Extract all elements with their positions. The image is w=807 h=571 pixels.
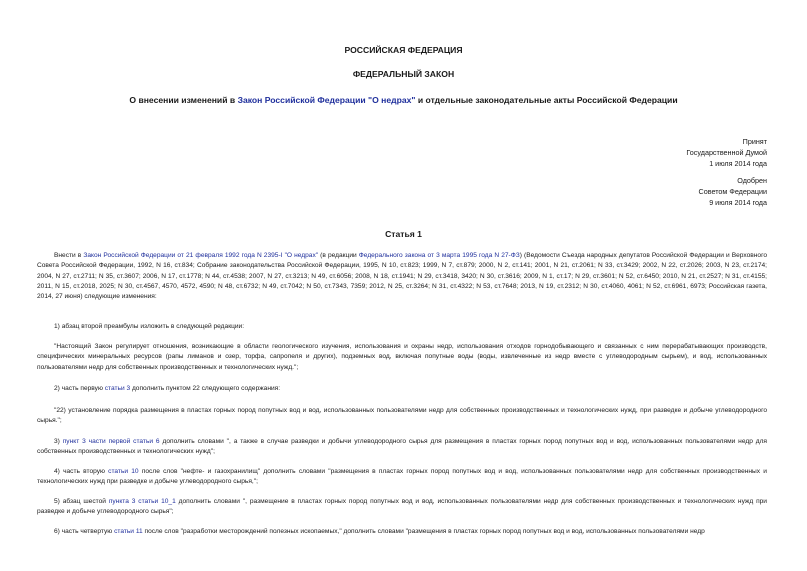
approval-line-2: Советом Федерации bbox=[698, 187, 767, 196]
article-title: Статья 1 bbox=[385, 229, 422, 239]
law-reference-link[interactable]: Закон Российской Федерации от 21 февраля 1992 года N 2395-I "О недрах" bbox=[83, 252, 319, 259]
adoption-block bbox=[686, 136, 767, 169]
text: (в редакции bbox=[318, 252, 359, 259]
approval-line-1: Одобрен bbox=[737, 176, 767, 185]
text: 5) абзац шестой bbox=[54, 498, 109, 505]
text: 6) часть четвертую bbox=[54, 528, 115, 535]
text: ) (Ведомости Съезда народных депутатов Российской Федерации и Верховного Совета Российской Федерации, 1992, N 16, ст.834; Собрание законодательства Российской Федерации, 1995, N 10, ст.823; 1999, N 7, ст.879; 2000, N 2, ст.141; 2001, N 21, ст.2061; N 33, ст.3429; 2002, N 22, ст.2026; 2003, N 23, ст.2174; 2004, N 27, ст.2711; N 35, ст.3607; 2006, N 17, ст.1778; N 44, ст.4538; 2007, N 27, ст.3213; N 49, ст.6056; 2008, N 18, ст.1941; N 29, ст.3418, 3420; N 30, ст.3616; 2009, N 1, ст.17; N 29, ст.3601; N 52, ст.6450; 2010, N 21, ст.2527; N 31, ст.4155; 2011, N 15, ст.2018, 2025; N 30, ст.4567, 4570, 4572, 4590; N 48, ст.6732; N 49, ст.7042; N 50, ст.7343, 7359; 2012, N 25, ст.3264; N 31, ст.4322; N 53, ст.7648; 2013, N 19, ст.2312; N 30, ст.4060, 4061; N 52, ст.6961, 6973; Российская газета, 2014, 27 июня) следующие изменения: bbox=[37, 252, 768, 301]
article-10-1-link[interactable]: пункта 3 статьи 10_1 bbox=[108, 498, 176, 505]
law-title-link[interactable]: Закон Российской Федерации "О недрах" bbox=[237, 95, 416, 105]
country-heading: РОССИЙСКАЯ ФЕДЕРАЦИЯ bbox=[344, 45, 463, 55]
law-type-heading: ФЕДЕРАЛЬНЫЙ ЗАКОН bbox=[352, 69, 455, 79]
article-6-link[interactable]: пункт 3 части первой статьи 6 bbox=[62, 438, 160, 445]
text: дополнить словами ", размещение в пластах горных пород попутных вод и вод, использованных пользователями недр для собственных производственных и технологических нужд при разведке и добыче углеводородного сырья"; bbox=[37, 498, 767, 516]
text: дополнить словами ", а также в случае разведки и добычи углеводородного сырья для размещения в пластах горных пород попутных вод и вод, использованных пользователями недр для собственных производственных и технологических нужд"; bbox=[37, 438, 767, 456]
federal-law-link[interactable]: Федерального закона от 3 марта 1995 года N 27-ФЗ bbox=[358, 252, 520, 259]
law-title-post: и отдельные законодательные акты Российской Федерации bbox=[415, 95, 678, 105]
law-title bbox=[40, 95, 767, 105]
text: 2) часть первую bbox=[54, 385, 105, 392]
text: 4) часть вторую bbox=[54, 468, 109, 475]
article-10-link[interactable]: статьи 10 bbox=[108, 468, 139, 475]
item-2-paragraph bbox=[37, 384, 767, 394]
text: дополнить пунктом 22 следующего содержания: bbox=[130, 385, 281, 392]
adoption-line-2: Государственной Думой bbox=[686, 148, 767, 157]
article-11-link[interactable]: статьи 11 bbox=[114, 528, 143, 535]
item-2-quote-paragraph: "22) установление порядка размещения в пластах горных пород попутных вод и вод, использованных пользователями недр для собственных производственных и технологических нужд, при разведке и добыче углеводородного сырья."; bbox=[37, 407, 767, 425]
article-intro-paragraph bbox=[37, 251, 767, 302]
item-5-paragraph bbox=[37, 497, 767, 518]
item-1-paragraph: 1) абзац второй преамбулы изложить в следующей редакции: bbox=[54, 323, 245, 330]
text: после слов "разработки месторождений полезных ископаемых," дополнить словами "размещения в пластах горных пород попутных вод и вод, использованных пользователями недр bbox=[142, 528, 705, 535]
approval-block bbox=[699, 175, 767, 208]
article-3-link[interactable]: статьи 3 bbox=[104, 385, 131, 392]
text: 3) bbox=[54, 438, 63, 445]
item-3-paragraph bbox=[37, 437, 767, 458]
law-title-pre: О внесении изменений в bbox=[129, 95, 238, 105]
approval-date: 9 июля 2014 года bbox=[709, 198, 767, 207]
item-1-quote-paragraph: "Настоящий Закон регулирует отношения, возникающие в области геологического изучения, использования и охраны недр, использования отходов горнодобывающего и связанных с ним перерабатывающих производств, специфических минеральных ресурсов (рапы лиманов и озер, торфа, сапропеля и других), подземных вод, включая попутные воды (воды, извлеченные из недр вместе с углеводородным сырьем), и вод, использованных пользователями недр для собственных производственных и технологических нужд."; bbox=[37, 343, 767, 371]
text: Внести в bbox=[54, 252, 84, 259]
adoption-line-1: Принят bbox=[742, 137, 767, 146]
item-4-paragraph bbox=[37, 467, 767, 488]
adoption-date: 1 июля 2014 года bbox=[709, 159, 767, 168]
item-6-paragraph bbox=[37, 527, 767, 537]
text: после слов "нефте- и газохранилищ" дополнить словами "размещения в пластах горных пород попутных вод и вод, использованных пользователями недр для собственных производственных и технологических нужд при разведке и добыче углеводородного сырья,"; bbox=[37, 468, 767, 486]
